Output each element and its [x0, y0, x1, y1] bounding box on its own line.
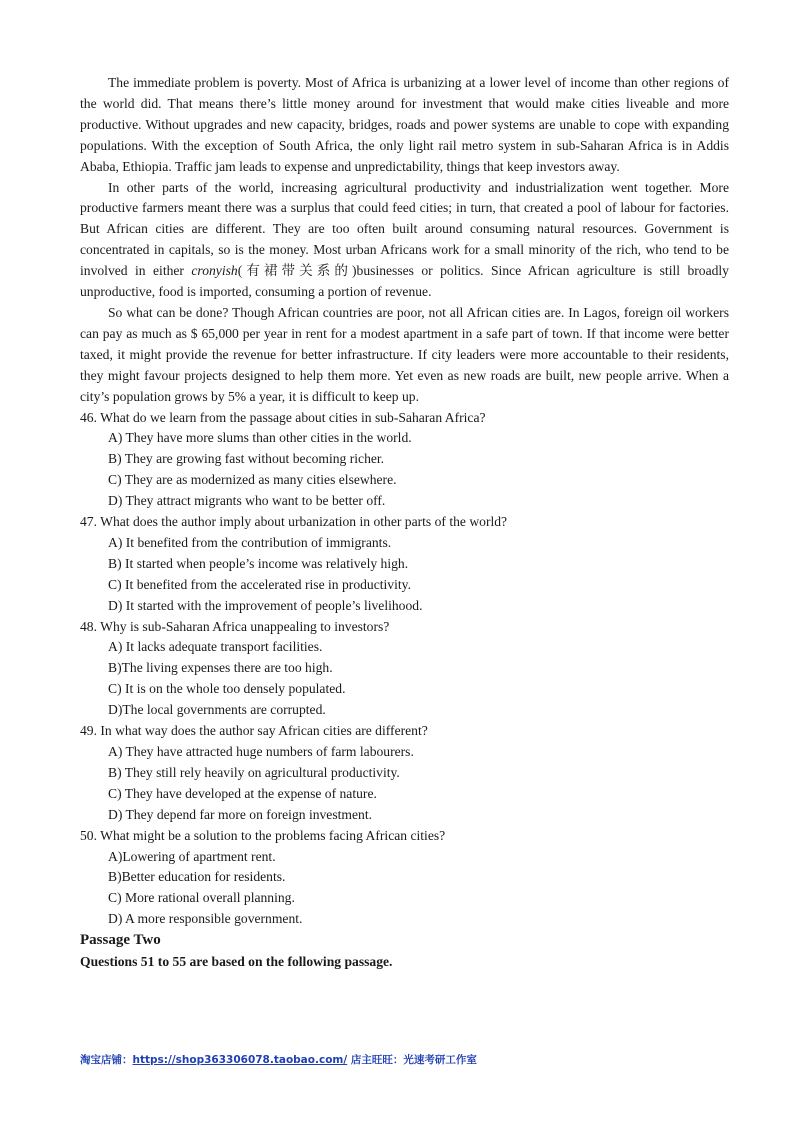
passage-paragraph-3: So what can be done? Though African countries are poor, not all African cities are. In Lagos, foreign oil workers can pay as much as $ 65,000 per year in rent for a modest apartment in a safe part of town. If that income were better taxed, it might provide the revenue for better infrastructure. If city leaders were more accountable to their residents, they might favour projects designed to help them more. Yet even as new roads are built, new people arrive. When a city’s population grows by 5% a year, it is difficult to keep up.	[80, 304, 729, 404]
option-d: D) A more responsible government.	[108, 911, 303, 927]
question-stem: 47. What does the author imply about urbanization in other parts of the world?	[80, 514, 508, 530]
option-d: D) It started with the improvement of people’s livelihood.	[108, 597, 423, 613]
question-stem: 49. In what way does the author say African cities are different?	[80, 723, 428, 739]
passage-paragraph-1: The immediate problem is poverty. Most of Africa is urbanizing at a lower level of income than other regions of the world did. That means there’s little money around for investment that would make cities liveable and more productive. Without upgrades and new capacity, bridges, roads and power systems are unable to cope with expanding populations. With the exception of South Africa, the only light rail metro system in sub-Saharan Africa is in Addis Ababa, Ethiopia. Traffic jam leads to expense and unpredictability, things that keep investors away.	[80, 75, 729, 174]
option-b: B)Better education for residents.	[108, 869, 286, 885]
shop-link[interactable]: https://shop363306078.taobao.com/	[132, 1054, 348, 1066]
option-b: B) They are growing fast without becoming richer.	[108, 451, 385, 467]
question-46	[80, 408, 729, 513]
option-a: A) It lacks adequate transport facilities.	[108, 639, 323, 655]
question-48	[80, 617, 729, 722]
option-a: A) They have more slums than other cities in the world.	[108, 430, 412, 446]
page-content	[80, 73, 729, 972]
option-c: C) More rational overall planning.	[108, 890, 295, 906]
passage-two-heading: Passage Two	[80, 932, 161, 949]
question-50	[80, 826, 729, 931]
option-d: D) They attract migrants who want to be better off.	[108, 493, 386, 509]
question-stem: 50. What might be a solution to the problems facing African cities?	[80, 827, 446, 843]
paragraph-2-text-start: In other parts of the world, increasing agricultural productivity and industrialization went together. More productive farmers meant there was a surplus that could feed cities; in turn, that created a pool of labour for factories. But African cities are different. They are too often built around consuming natural resources. Government is concentrated in capitals, so is the money. Most urban Africans work for a small minority of the rich, who tend to be involved in either	[80, 179, 729, 279]
option-c: C) It is on the whole too densely populated.	[108, 681, 346, 697]
option-a: A)Lowering of apartment rent.	[108, 848, 276, 864]
footer-shop-label: 淘宝店铺：	[80, 1054, 133, 1066]
shop-footer	[80, 1052, 477, 1067]
option-b: B)The living expenses there are too high.	[108, 660, 333, 676]
passage-paragraph-2	[80, 178, 729, 303]
option-b: B) They still rely heavily on agricultural productivity.	[108, 764, 400, 780]
question-stem: 48. Why is sub-Saharan Africa unappealing to investors?	[80, 618, 390, 634]
option-b: B) It started when people’s income was relatively high.	[108, 555, 409, 571]
paragraph-2-text-end: (有裙带关系的)businesses or politics. Since African agriculture is still broadly unproductive, food is imported, consuming a portion of revenue.	[80, 263, 729, 300]
question-47	[80, 512, 729, 617]
option-d: D)The local governments are corrupted.	[108, 702, 326, 718]
option-c: C) They are as modernized as many cities elsewhere.	[108, 472, 397, 488]
footer-owner-label: 店主旺旺：光速考研工作室	[347, 1054, 477, 1066]
option-d: D) They depend far more on foreign investment.	[108, 806, 372, 822]
option-a: A) They have attracted huge numbers of farm labourers.	[108, 744, 414, 759]
question-stem: 46. What do we learn from the passage about cities in sub-Saharan Africa?	[80, 409, 486, 425]
option-c: C) They have developed at the expense of nature.	[108, 785, 377, 801]
option-a: A) It benefited from the contribution of immigrants.	[108, 534, 392, 550]
option-c: C) It benefited from the accelerated rise in productivity.	[108, 576, 411, 592]
glossed-term: cronyish	[191, 263, 238, 279]
question-49	[80, 721, 729, 826]
passage-two-instructions: Questions 51 to 55 are based on the following passage.	[80, 954, 393, 970]
